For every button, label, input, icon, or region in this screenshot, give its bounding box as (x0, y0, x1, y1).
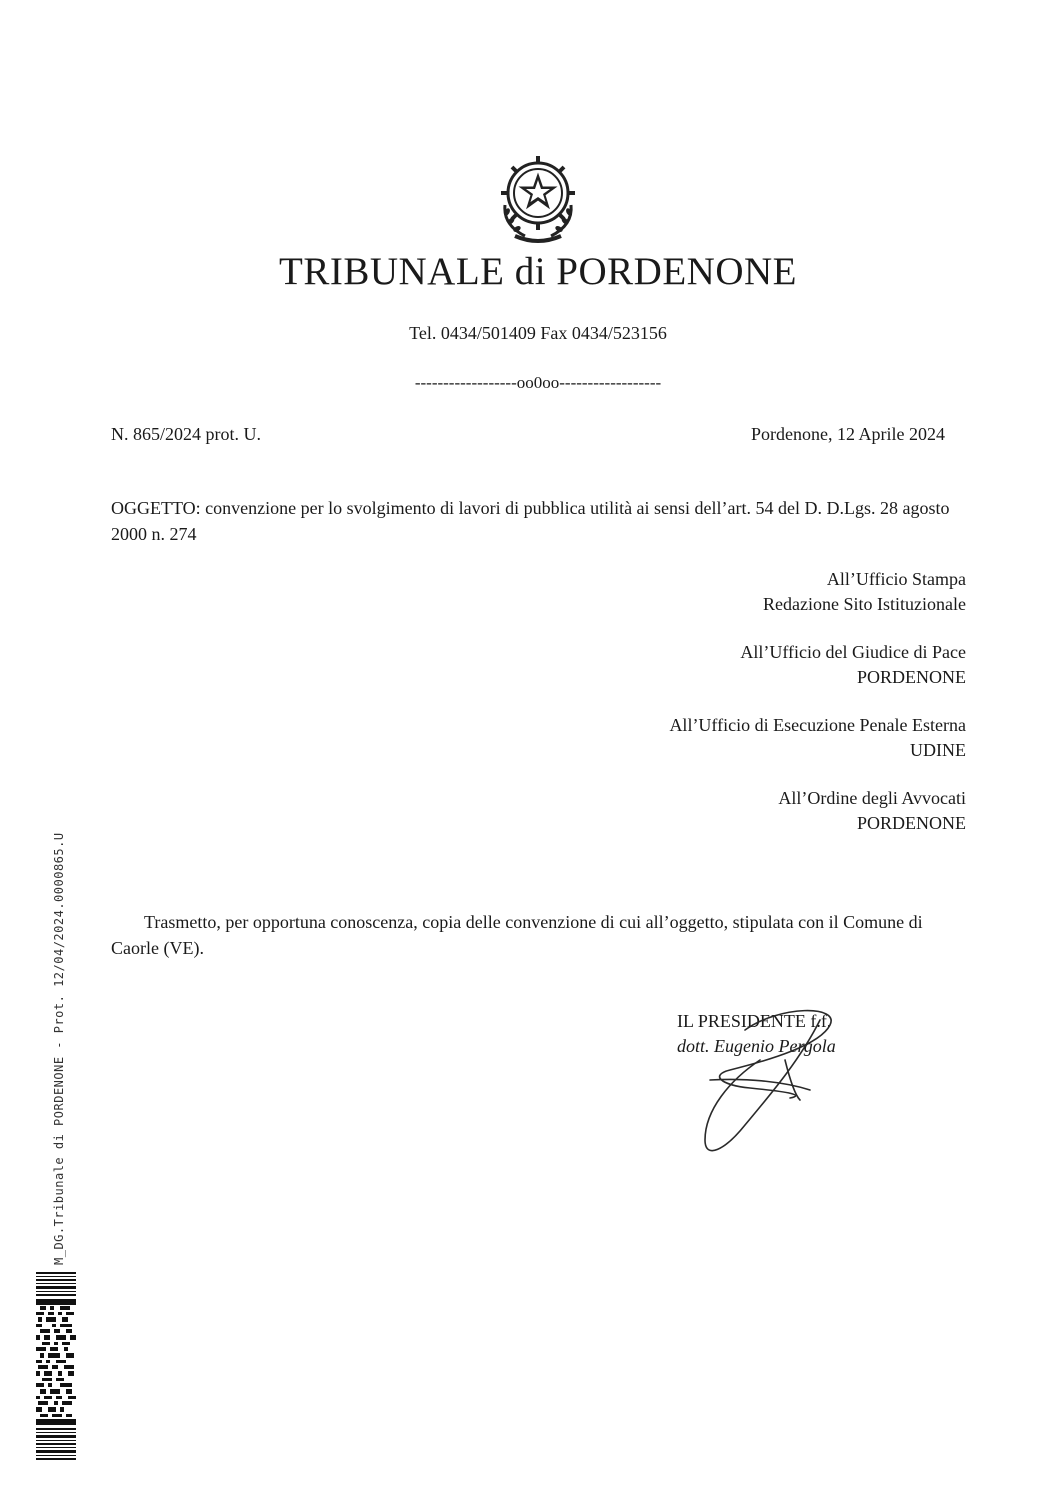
recipient-bar-association (669, 786, 966, 835)
recipients-list (669, 567, 966, 859)
italian-republic-emblem-icon (495, 150, 581, 246)
protocol-number: N. 865/2024 prot. U. (111, 424, 261, 444)
court-name-heading: TRIBUNALE di PORDENONE (279, 250, 797, 293)
recipient-line: UDINE (910, 739, 966, 760)
contact-numbers: Tel. 0434/501409 Fax 0434/523156 (409, 323, 667, 343)
recipient-line: Redazione Sito Istituzionale (763, 593, 966, 614)
signatory-title: IL PRESIDENTE f.f. (677, 1011, 832, 1031)
body-paragraph: Trasmetto, per opportuna conoscenza, copia delle convenzione di cui all’oggetto, stipulata con il Comune di Caorle (VE). (111, 912, 923, 958)
recipient-line: All’Ufficio di Esecuzione Penale Esterna (669, 715, 966, 735)
subject-line: OGGETTO: convenzione per lo svolgimento di lavori di pubblica utilità ai sensi dell’art. 54 del D. D.Lgs. 28 agosto 2000 n. 274 (111, 498, 950, 544)
barcode-icon (36, 1272, 76, 1462)
recipient-press-office (669, 567, 966, 616)
protocol-side-stamp: M_DG.Tribunale di PORDENONE - Prot. 12/04/2024.0000865.U (52, 832, 66, 1265)
recipient-justice-of-peace (669, 640, 966, 689)
place-and-date: Pordenone, 12 Aprile 2024 (751, 424, 945, 444)
decorative-separator: ------------------oo0oo------------------ (414, 373, 662, 392)
recipient-line: PORDENONE (856, 812, 966, 833)
recipient-external-penal-execution (669, 713, 966, 762)
signatory-name: dott. Eugenio Pergola (677, 1036, 836, 1056)
handwritten-signature-icon (690, 1000, 880, 1160)
recipient-line: All’Ufficio del Giudice di Pace (740, 642, 966, 662)
recipient-line: All’Ufficio Stampa (826, 569, 966, 589)
recipient-line: PORDENONE (856, 666, 966, 687)
recipient-line: All’Ordine degli Avvocati (778, 788, 966, 808)
